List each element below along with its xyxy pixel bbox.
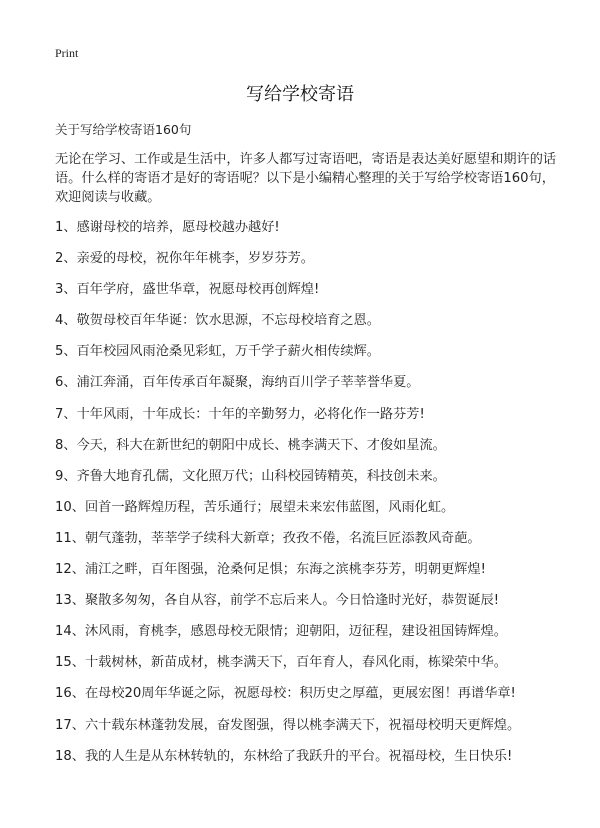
print-link[interactable]: Print	[55, 46, 79, 60]
list-item: 9、齐鲁大地育孔儒，文化照万代；山科校园铸精英，科技创未来。	[55, 468, 446, 484]
list-item: 18、我的人生是从东林转轨的，东林给了我跃升的平台。祝福母校，生日快乐!	[55, 748, 513, 764]
blessing-list	[55, 218, 575, 778]
list-item: 14、沐风雨，育桃李，感恩母校无限情；迎朝阳，迈征程，建设祖国铸辉煌。	[55, 624, 507, 640]
list-item: 17、六十载东林蓬勃发展，奋发图强，得以桃李满天下，祝福母校明天更辉煌。	[55, 717, 521, 733]
list-item: 11、朝气蓬勃，莘莘学子续科大新章；孜孜不倦，名流巨匠添教风奇葩。	[55, 530, 481, 546]
list-item: 8、今天，科大在新世纪的朝阳中成长、桃李满天下、才俊如星流。	[55, 437, 446, 453]
list-item: 2、亲爱的母校，祝你年年桃李，岁岁芬芳。	[55, 251, 314, 267]
list-item: 12、浦江之畔，百年图强，沧桑何足惧；东海之滨桃李芬芳，明朝更辉煌!	[55, 562, 486, 578]
list-item: 4、敬贺母校百年华诞：饮水思源，不忘母校培育之恩。	[55, 313, 380, 329]
intro-paragraph: 无论在学习、工作或是生活中，许多人都写过寄语吧，寄语是表达美好愿望和期许的话语。什么样的寄语才是好的寄语呢？以下是小编精心整理的关于写给学校寄语160句，欢迎阅读与收藏。	[55, 152, 557, 205]
list-item: 7、十年风雨，十年成长：十年的辛勤努力，必将化作一路芬芳!	[55, 406, 425, 422]
list-item: 1、感谢母校的培养，愿母校越办越好!	[55, 220, 280, 235]
page-title: 写给学校寄语	[246, 84, 354, 105]
list-item: 3、百年学府，盛世华章，祝愿母校再创辉煌!	[55, 282, 320, 298]
list-item: 13、聚散多匆匆，各自从容，前学不忘后来人。今日恰逢时光好，恭贺诞辰!	[55, 593, 500, 609]
list-item: 5、百年校园风雨沧桑见彩虹，万千学子薪火相传续辉。	[55, 344, 380, 360]
list-item: 16、在母校20周年华诞之际，祝愿母校：积历史之厚蕴，更展宏图！再谱华章!	[55, 686, 516, 702]
page-subtitle: 关于写给学校寄语160句	[55, 122, 192, 137]
list-item: 10、回首一路辉煌历程，苦乐通行；展望未来宏伟蓝图，风雨化虹。	[55, 499, 455, 515]
list-item: 6、浦江奔涌，百年传承百年凝聚，海纳百川学子莘莘誉华夏。	[55, 375, 420, 391]
list-item: 15、十载树林，新苗成材，桃李满天下，百年育人，春风化雨，栋梁荣中华。	[55, 655, 507, 671]
